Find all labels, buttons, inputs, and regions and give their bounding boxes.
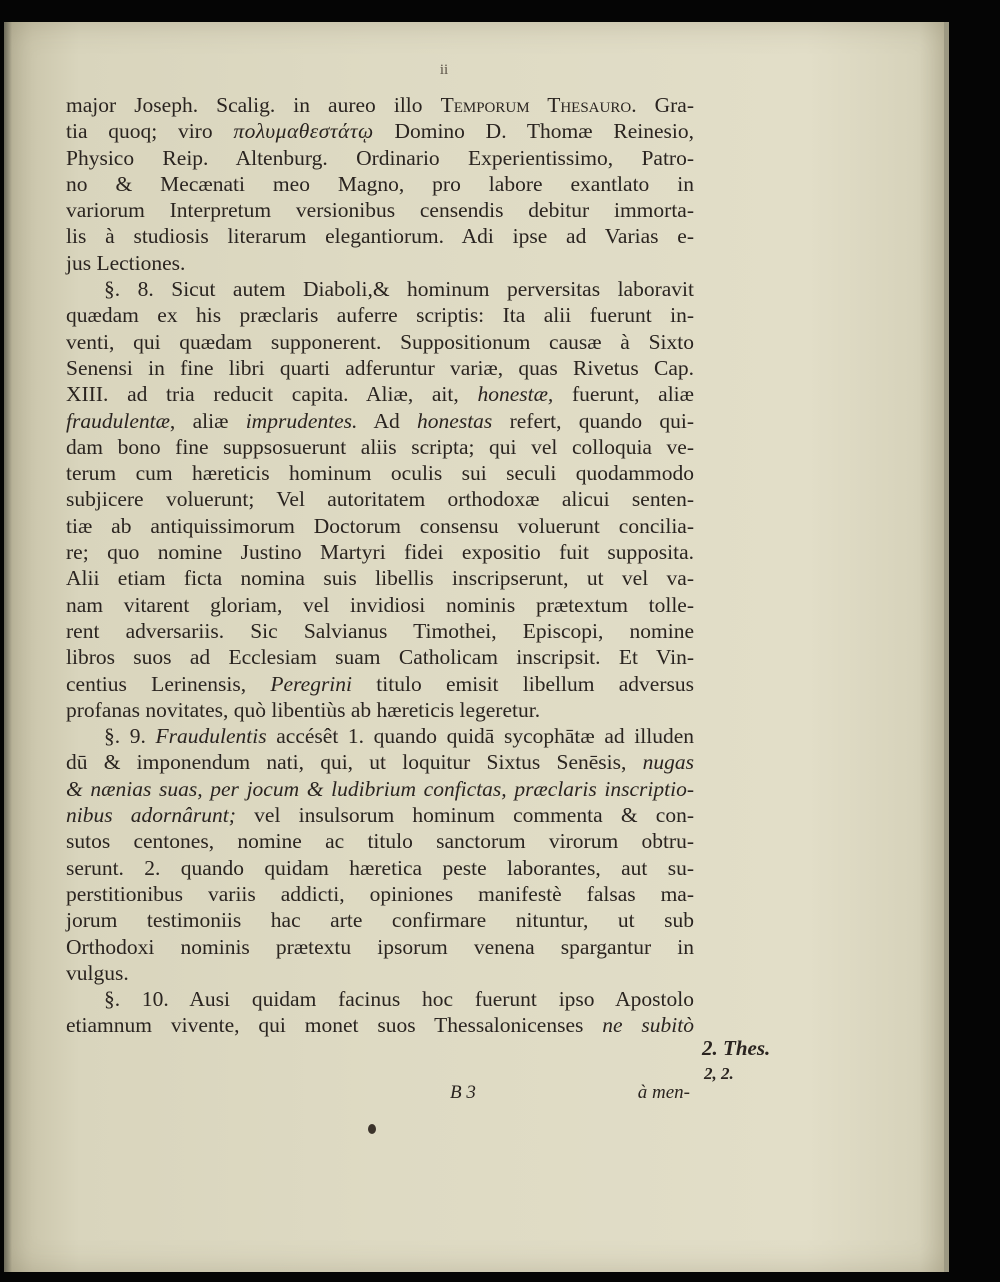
margin-note-line: 2, 2.	[704, 1064, 734, 1083]
text-line	[66, 329, 694, 355]
small-caps-run: Temporum Thesauro	[440, 93, 632, 117]
italic-run: nibus adornârunt;	[66, 803, 236, 828]
text-run: centius Lerinensis,	[66, 671, 271, 696]
page-gutter-shadow	[4, 22, 12, 1272]
text-run: perstitionibus variis addicti, opiniones manifestè falsas ma-	[66, 881, 694, 906]
signature-mark: ii	[439, 62, 449, 78]
text-run: major Joseph. Scalig. in aureo illo	[66, 93, 441, 117]
text-run: dū & imponendum nati, qui, ut loquitur Sixtus Senēsis,	[66, 750, 643, 775]
body-text	[66, 92, 694, 1039]
text-line	[66, 539, 694, 565]
text-line	[66, 513, 694, 539]
text-run: vulgus.	[66, 960, 129, 985]
text-run: fuerunt, aliæ	[553, 382, 694, 407]
text-run: venti, qui quædam supponerent. Suppositionum causæ à Sixto	[66, 329, 694, 354]
text-run: Domino D. Thomæ Reinesio,	[373, 119, 694, 144]
text-run: vel insulsorum hominum commenta & con-	[235, 803, 694, 828]
text-run: accésêt 1. quando quidā sycophātæ ad illuden	[266, 724, 695, 749]
margin-note	[702, 1035, 782, 1087]
text-line	[66, 618, 694, 644]
text-line	[66, 723, 694, 749]
italic-run: Fraudulentis	[155, 724, 267, 749]
text-run: Physico Reip. Altenburg. Ordinario Experientissimo, Patro-	[66, 145, 694, 170]
text-run: variorum Interpretum versionibus censendis debitur immorta-	[66, 198, 694, 223]
italic-run: imprudentes.	[245, 408, 358, 433]
text-line	[66, 749, 694, 775]
text-line	[66, 986, 694, 1012]
text-run: Orthodoxi nominis prætextu ipsorum venena spargantur in	[66, 934, 694, 959]
text-run: jus Lectiones.	[66, 250, 186, 275]
text-run: tia quoq; viro	[66, 119, 234, 144]
ink-speck	[368, 1124, 376, 1134]
greek-run: πολυμαθεστάτῳ	[233, 119, 374, 144]
text-line	[66, 197, 694, 223]
italic-run: & nænias suas, per jocum & ludibrium confictas, præclaris inscriptio-	[66, 776, 694, 801]
text-run: re; quo nomine Justino Martyri fidei expositio fuit supposita.	[66, 540, 694, 565]
text-run: libros suos ad Ecclesiam suam Catholicam inscripsit. Et Vin-	[66, 645, 694, 670]
text-line	[66, 486, 694, 512]
text-line	[66, 460, 694, 486]
italic-run: honestas	[417, 408, 493, 433]
text-line	[66, 697, 694, 723]
text-run: Senensi in fine libri quarti adferuntur variæ, quas Rivetus Cap.	[66, 355, 694, 380]
text-line	[66, 434, 694, 460]
text-run: refert, quando qui-	[492, 408, 694, 433]
text-line	[66, 776, 694, 802]
text-run: dam bono fine suppsosuerunt aliis scripta; qui vel colloquia ve-	[66, 434, 694, 459]
text-line	[66, 828, 694, 854]
text-line	[66, 907, 694, 933]
text-line	[66, 145, 694, 171]
text-run: subjicere voluerunt; Vel autoritatem orthodoxæ alicui senten-	[66, 487, 694, 512]
text-run: profanas novitates, quò libentiùs ab hæreticis legeretur.	[66, 697, 541, 722]
italic-run: nugas	[642, 750, 694, 775]
text-line	[66, 644, 694, 670]
italic-run: ne subitò	[602, 1013, 694, 1038]
text-run: jorum testimoniis hac arte confirmare nituntur, ut sub	[66, 908, 694, 933]
text-run: titulo emisit libellum adversus	[352, 671, 694, 696]
text-line	[66, 381, 694, 407]
text-run: no & Mecænati meo Magno, pro labore exantlato in	[66, 171, 694, 196]
text-run: XIII. ad tria reducit capita. Aliæ, ait,	[66, 382, 478, 407]
text-run: tiæ ab antiquissimorum Doctorum consensu voluerunt concilia-	[66, 513, 694, 538]
text-run: terum cum hæreticis hominum oculis sui seculi quodammodo	[66, 461, 694, 486]
text-run: nam vitarent gloriam, vel invidiosi nominis prætextum tolle-	[66, 592, 694, 617]
text-line	[66, 250, 694, 276]
text-line	[66, 118, 694, 144]
text-run: quædam ex his præclaris auferre scriptis: Ita alii fuerunt in-	[66, 303, 694, 328]
text-run: Ad	[357, 408, 418, 433]
text-run: etiamnum vivente, qui monet suos Thessalonicenses	[66, 1013, 603, 1038]
text-line	[66, 171, 694, 197]
text-line	[66, 802, 694, 828]
text-line	[66, 408, 694, 434]
text-run: rent adversariis. Sic Salvianus Timothei, Episcopi, nomine	[66, 618, 694, 643]
text-line	[66, 934, 694, 960]
text-run: sutos centones, nomine ac titulo sanctorum virorum obtru-	[66, 829, 694, 854]
text-run: , aliæ	[169, 408, 246, 433]
text-run: Alii etiam ficta nomina suis libellis inscripserunt, ut vel va-	[66, 566, 694, 591]
text-run: . Gra-	[631, 93, 694, 117]
text-line	[66, 223, 694, 249]
text-line	[66, 671, 694, 697]
italic-run: Peregrini	[270, 671, 353, 696]
text-line	[66, 1012, 694, 1038]
text-run: §. 8. Sicut autem Diaboli,& hominum perversitas laboravit	[104, 277, 694, 302]
text-line	[66, 565, 694, 591]
text-line	[66, 355, 694, 381]
text-line	[66, 302, 694, 328]
text-line	[66, 960, 694, 986]
italic-run: honestæ,	[477, 382, 554, 407]
text-run: §. 9.	[104, 724, 156, 749]
margin-note-line: 2. Thes.	[702, 1036, 771, 1060]
text-line	[66, 855, 694, 881]
text-run: §. 10. Ausi quidam facinus hoc fuerunt ipso Apostolo	[104, 987, 694, 1012]
catchword: à men-	[637, 1082, 690, 1103]
text-run: serunt. 2. quando quidam hæretica peste laborantes, aut su-	[66, 855, 694, 880]
page-edge	[944, 22, 949, 1272]
italic-run: fraudulentæ	[66, 408, 170, 433]
text-run: lis à studiosis literarum elegantiorum. Adi ipse ad Varias e-	[66, 224, 694, 249]
text-line	[66, 592, 694, 618]
printer-signature: B 3	[450, 1082, 476, 1103]
text-line	[66, 276, 694, 302]
text-line	[66, 92, 694, 118]
page-footer	[66, 1082, 694, 1108]
text-line	[66, 881, 694, 907]
